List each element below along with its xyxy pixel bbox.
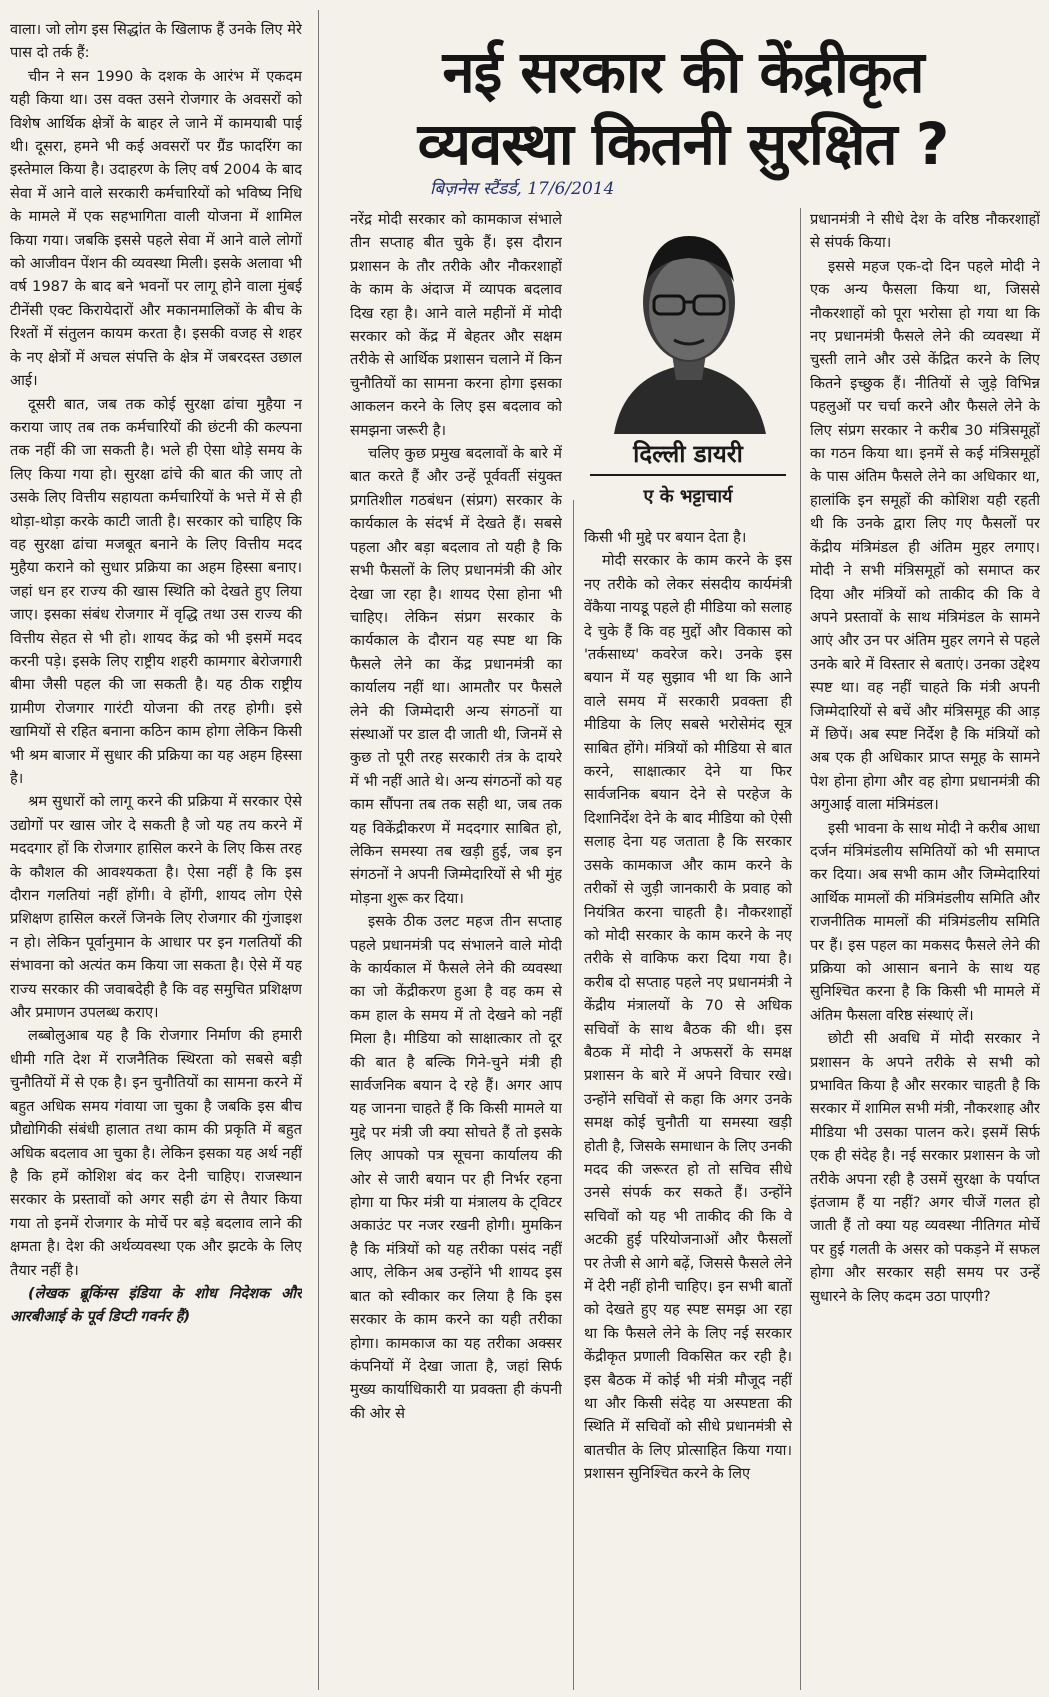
diary-col2-paragraph-3: इसके ठीक उलट महज तीन सप्ताह पहले प्रधानमंत्री पद संभालने वाले मोदी के कार्यकाल में फैसले लेने की व्यवस्था का जो केंद्रीकरण हुआ है वह कम से कम हाल के समय में तो देखने को नहीं मिला है। मीडिया को साक्षात्कार तो दूर की बात है बल्कि गिने-चुने मंत्री ही सार्वजनिक बयान दे रहे हैं। अगर आप यह जानना चाहते हैं कि किसी मामले या मुद्दे पर मंत्री जी क्या सोचते हैं तो इसके लिए आपको पत्र सूचना कार्यालय की ओर से जारी बयान पर ही निर्भर रहना होगा या फिर मंत्री या मंत्रालय के ट्विटर अकाउंट पर नजर रखनी होगी। मुमकिन है कि मंत्रियों को यह तरीका पसंद नहीं आए, लेकिन अब उन्होंने भी शायद इस बात को स्वीकार कर लिया है कि इस सरकार के काम करने का यही तरीका होगा। कामकाज का यह तरीका अक्सर कंपनियों में देखा जाता है, जहां सिर्फ मुख्य कार्याधिकारी या प्रवक्ता ही कंपनी की ओर से: [350, 913, 562, 1422]
diary-column-4: [810, 208, 1040, 1688]
diary-col3-paragraph-2: मोदी सरकार के काम करने के इस नए तरीके को लेकर संसदीय कार्यमंत्री वेंकैया नायडू पहले ही मीडिया को सलाह दे चुके हैं कि वह मुद्दों और विकास को 'तर्कसाध्य' कवरेज करे। उनके इस बयान में यह सुझाव भी था कि आने वाले समय में सरकारी प्रवक्ता ही मीडिया के लिए सबसे भरोसेमंद सूत्र साबित होंगे। मंत्रियों को मीडिया से बात करने, साक्षात्कार देने या फिर सार्वजनिक बयान देने से परहेज के दिशानिर्देश देने के बाद मीडिया को ऐसी सलाह देना यह जताता है कि सरकार उसके कामकाज और काम करने के तरीकों से जुड़ी जानकारी के प्रवाह को नियंत्रित करना चाहती है। नौकरशाहों को मोदी सरकार के काम करने के नए तरीके से वाकिफ करा दिया गया है। करीब दो सप्ताह पहले नए प्रधानमंत्री ने केंद्रीय मंत्रालयों के 70 से अधिक सचिवों के साथ बैठक की थी। इस बैठक में मोदी ने अफसरों के समक्ष प्रशासन के बारे में अपने विचार रखे। उन्होंने सचिवों से कहा कि अगर उनके समक्ष कोई चुनौती या समस्या खड़ी होती है, जिसके समाधान के लिए उनकी मदद की जरूरत हो तो सचिव सीधे उनसे संपर्क कर सकते हैं। उन्होंने सचिवों को यह भी ताकीद की कि वे अटकी हुई परियोजनाओं और फैसलों पर तेजी से आगे बढ़ें, जिससे फैसले लेने में देरी नहीं होनी चाहिए। इन सभी बातों को देखते हुए यह स्पष्ट समझ आ रहा था कि फैसले लेने के लिए नई सरकार केंद्रीकृत प्रणाली विकसित कर रही है। इस बैठक में कोई भी मंत्री मौजूद नहीं था और किसी संदेह या अस्पष्टता की स्थिति में सचिवों को सीधे प्रधानमंत्री से बातचीत के लिए प्रोत्साहित किया गया। प्रशासन सुनिश्चित करने के लिए: [584, 552, 792, 1483]
headline: [338, 36, 1028, 180]
left-article-column: [10, 18, 302, 1683]
diary-col4-paragraph-1: प्रधानमंत्री ने सीधे देश के वरिष्ठ नौकरशाहों से संपर्क किया।: [810, 211, 1040, 252]
left-author-note: (लेखक ब्रूकिंग्स इंडिया के शोध निदेशक और आरबीआई के पूर्व डिप्टी गवर्नर हैं): [10, 1284, 302, 1326]
headline-line-1: नई सरकार की केंद्रीकृत: [442, 38, 924, 106]
headline-line-2: व्यवस्था कितनी सुरक्षित ?: [417, 110, 949, 178]
diary-col4-paragraph-4: छोटी सी अवधि में मोदी सरकार ने प्रशासन के अपने तरीके से सभी को प्रभावित किया है और सरकार चाहती है कि सरकार में शामिल सभी मंत्री, नौकरशाह और मीडिया भी उसका पालन करे। इसमें सिर्फ एक ही संदेह है। नई सरकार प्रशासन के जो तरीके अपना रही है उसमें सुरक्षा के पर्याप्त इंतजाम हैं या नहीं? अगर चीजें गलत हो जाती हैं तो क्या यह व्यवस्था नीतिगत मोर्चे पर हुई गलती के असर को पकड़ने में सफल होगा और सरकार सही समय पर उन्हें सुधारने के लिए कदम उठा पाएगी?: [810, 1030, 1040, 1305]
left-paragraph-2: चीन ने सन 1990 के दशक के आरंभ में एकदम यही किया था। उस वक्त उसने रोजगार के अवसरों को विशेष आर्थिक क्षेत्रों के बाहर ले जाने में कामयाबी पाई थी। दूसरा, हमने भी कई अवसरों पर ग्रैंड फादरिंग का इस्तेमाल किया है। उदाहरण के लिए वर्ष 2004 के बाद सेवा में आने वाले सरकारी कर्मचारियों को भविष्य निधि के मामले में एक सहभागिता वाली योजना में शामिल किया गया। जबकि इससे पहले सेवा में आने वाले लोगों को आजीवन पेंशन की व्यवस्था मिली। इसके अलावा भी वर्ष 1987 के बाद बने भवनों पर लागू होने वाला मुंबई टीनेंसी एक्ट किरायेदारों और मकानमालिकों के बीच के रिश्तों में संतुलन कायम करता है। इसकी वजह से शहर के नए क्षेत्रों में अचल संपत्ति के क्षेत्र में जबरदस्त उछाल आई।: [10, 67, 302, 390]
column-author: ए के भट्टाचार्य: [643, 486, 733, 507]
diary-col4-paragraph-2: इससे महज एक-दो दिन पहले मोदी ने एक अन्य फैसला किया था, जिससे नौकरशाहों को पूरा भरोसा हो गया था कि नए प्रधानमंत्री फैसले लेने की व्यवस्था में चुस्ती लाने और उसे केंद्रित करने के लिए कितने इच्छुक हैं। नीतियों से जुड़े विभिन्न पहलुओं पर चर्चा करने और फैसले लेने के लिए संप्रग सरकार ने करीब 30 मंत्रिसमूहों का गठन किया था। इनमें से कई मंत्रिसमूहों के पास अंतिम फैसले लेने का अधिकार था, हालांकि इन समूहों की कोशिश यही रहती थी कि उनके द्वारा लिए गए फैसलों पर केंद्रीय मंत्रिमंडल ही अंतिम मुहर लगाए। मोदी ने सभी मंत्रिसमूहों को समाप्त कर दिया और मंत्रियों को ताकीद की कि वे अपने प्रस्तावों के साथ मंत्रिमंडल के सामने आएं और उन पर अंतिम मुहर लगने से पहले उनके बारे में विस्तार से बताएं। उनका उद्देश्य स्पष्ट था। वह नहीं चाहते कि मंत्री अपनी जिम्मेदारियों से बचें और मंत्रिसमूह की आड़ में छिपें। अब स्पष्ट निर्देश है कि मंत्रियों को अब एक ही अधिकार प्राप्त समूह के सामने पेश होना होगा और वह होगा प्रधानमंत्री की अगुआई वाला मंत्रिमंडल।: [810, 257, 1040, 814]
left-paragraph-4: श्रम सुधारों को लागू करने की प्रक्रिया में सरकार ऐसे उद्योगों पर खास जोर दे सकती है जो यह तय करने में मददगार हों कि रोजगार हासिल करने के लिए किस तरह के कौशल की आवश्यकता है। ऐसा नहीं है कि इस दौरान गलतियां नहीं होंगी। वे होंगी, शायद लोग ऐसे प्रशिक्षण हासिल करलें जिनके लिए रोजगार की गुंजाइश न हो। लेकिन पूर्वानुमान के आधार पर इन गलतियों की संभावना को अत्यंत कम किया जा सकता है। ऐसे में यह राज्य सरकार की जवाबदेही है कि वह समुचित प्रशिक्षण और प्रमाणन उपलब्ध कराए।: [10, 793, 302, 1022]
left-paragraph-3: दूसरी बात, जब तक कोई सुरक्षा ढांचा मुहैया न कराया जाए तब तक कर्मचारियों की छंटनी की कल्पना तक नहीं की जा सकती है। भले ही ऐसा थोड़े समय के लिए किया गया हो। सुरक्षा ढांचे की बात की जाए तो उसके लिए वित्तीय सहायता कर्मचारियों के भत्ते में से ही थोड़ा-थोड़ा करके काटी जाती है। सरकार को चाहिए कि वह सुरक्षा ढांचा मजबूत बनाने के लिए वित्तीय मदद मुहैया कराने को सुधार प्रक्रिया का अहम हिस्सा बनाए। जहां धन हर राज्य की खास स्थिति को देखते हुए लिया जाए। इसका संबंध रोजगार में वृद्धि तथा उस राज्य की वित्तीय सेहत से भी हो। शायद केंद्र को भी इसमें मदद करनी पड़े। इसके लिए राष्ट्रीय शहरी कामगार बेरोजगारी बीमा जैसी पहल की जा सकती है। यह ठीक राष्ट्रीय ग्रामीण रोजगार गारंटी योजना की तरह होगी। इसे खामियों से रहित बनाना कठिन काम होगा लेकिन किसी भी श्रम बाजार में सुधार की प्रक्रिया का यह अहम हिस्सा है।: [10, 395, 302, 787]
handwritten-date-note: बिज़नेस स्टैंडर्ड, 17/6/2014: [430, 179, 615, 199]
diary-col4-paragraph-3: इसी भावना के साथ मोदी ने करीब आधा दर्जन मंत्रिमंडलीय समितियों को भी समाप्त कर दिया। अब सभी काम और जिम्मेदारियां आर्थिक मामलों की मंत्रिमंडलीय समिति और राजनीतिक मामलों की मंत्रिमंडलीय समिति पर हैं। इस पहल का मकसद फैसले लेने की प्रक्रिया को आसान बनाने के साथ यह सुनिश्चित करना है कि किसी भी मामले में अंतिम फैसला वरिष्ठ संस्थाएं लें।: [810, 819, 1040, 1024]
diary-col2-paragraph-1: नरेंद्र मोदी सरकार को कामकाज संभाले तीन सप्ताह बीत चुके हैं। इस दौरान प्रशासन के तौर तरीके और नौकरशाहों के काम के अंदाज में व्यापक बदलाव दिख रहा है। आने वाले महीनों में मोदी सरकार को केंद्र में बेहतर और सक्षम तरीके से आर्थिक प्रशासन चलाने में किन चुनौतियों का सामना करना होगा इसका आकलन करने के लिए इस बदलाव को समझना जरूरी है।: [350, 211, 562, 439]
column-name-rule: [590, 474, 786, 476]
column-divider: [318, 10, 319, 1690]
column-divider: [800, 208, 801, 1690]
diary-column-3: [584, 526, 792, 1688]
diary-col2-paragraph-2: चलिए कुछ प्रमुख बदलावों के बारे में बात करते हैं और उन्हें पूर्ववर्ती संयुक्त प्रगतिशील गठबंधन (संप्रग) सरकार के कार्यकाल के संदर्भ में देखते हैं। सबसे पहला और बड़ा बदलाव तो यही है कि सभी फैसलों के लिए प्रधानमंत्री की ओर देखा जा रहा है। शायद ऐसा होना भी चाहिए। लेकिन संप्रग सरकार के कार्यकाल के दौरान यह स्पष्ट था कि फैसले लेने का केंद्र प्रधानमंत्री का कार्यालय नहीं था। आमतौर पर फैसले लेने की जिम्मेदारी अन्य संगठनों या संस्थाओं पर डाल दी जाती थी, जिनमें से कुछ तो पूरी तरह सरकारी तंत्र के दायरे में भी नहीं आते थे। अन्य संगठनों को यह काम सौंपना तब तक सही था, जब तक यह विकेंद्रीकरण में मददगार साबित हो, लेकिन समस्या तब खड़ी हुई, जब इन संगठनों ने अपनी जिम्मेदारियों से भी मुंह मोड़ना शुरू कर दिया।: [350, 445, 562, 907]
column-name: दिल्ली डायरी: [633, 440, 743, 468]
column-divider: [573, 500, 574, 1690]
left-paragraph-1: वाला। जो लोग इस सिद्धांत के खिलाफ हैं उनके लिए मेरे पास दो तर्क हैं:: [10, 21, 302, 62]
left-paragraph-5: लब्बोलुआब यह है कि रोजगार निर्माण की हमारी धीमी गति देश में राजनैतिक स्थिरता को सबसे बड़ी चुनौतियों में से एक है। इन चुनौतियों का सामना करने में बहुत अधिक समय गंवाया जा चुका है जबकि इस बीच प्रौद्योगिकी संबंधी हालात तथा काम की प्रकृति में बहुत अधिक बदलाव आ चुका है। लेकिन इसका यह अर्थ नहीं है कि हमें कोशिश बंद कर देनी चाहिए। राजस्थान सरकार के प्रस्तावों को अगर सही ढंग से तैयार किया गया तो इनमें रोजगार के मोर्चे पर बड़े बदलाव लाने की क्षमता है। देश की अर्थव्यवस्था एक और झटके के लिए तैयार नहीं है।: [10, 1027, 302, 1279]
diary-col3-paragraph-1: किसी भी मुद्दे पर बयान देता है।: [584, 529, 747, 546]
diary-column-2: [350, 208, 562, 1688]
author-portrait: [594, 204, 784, 434]
